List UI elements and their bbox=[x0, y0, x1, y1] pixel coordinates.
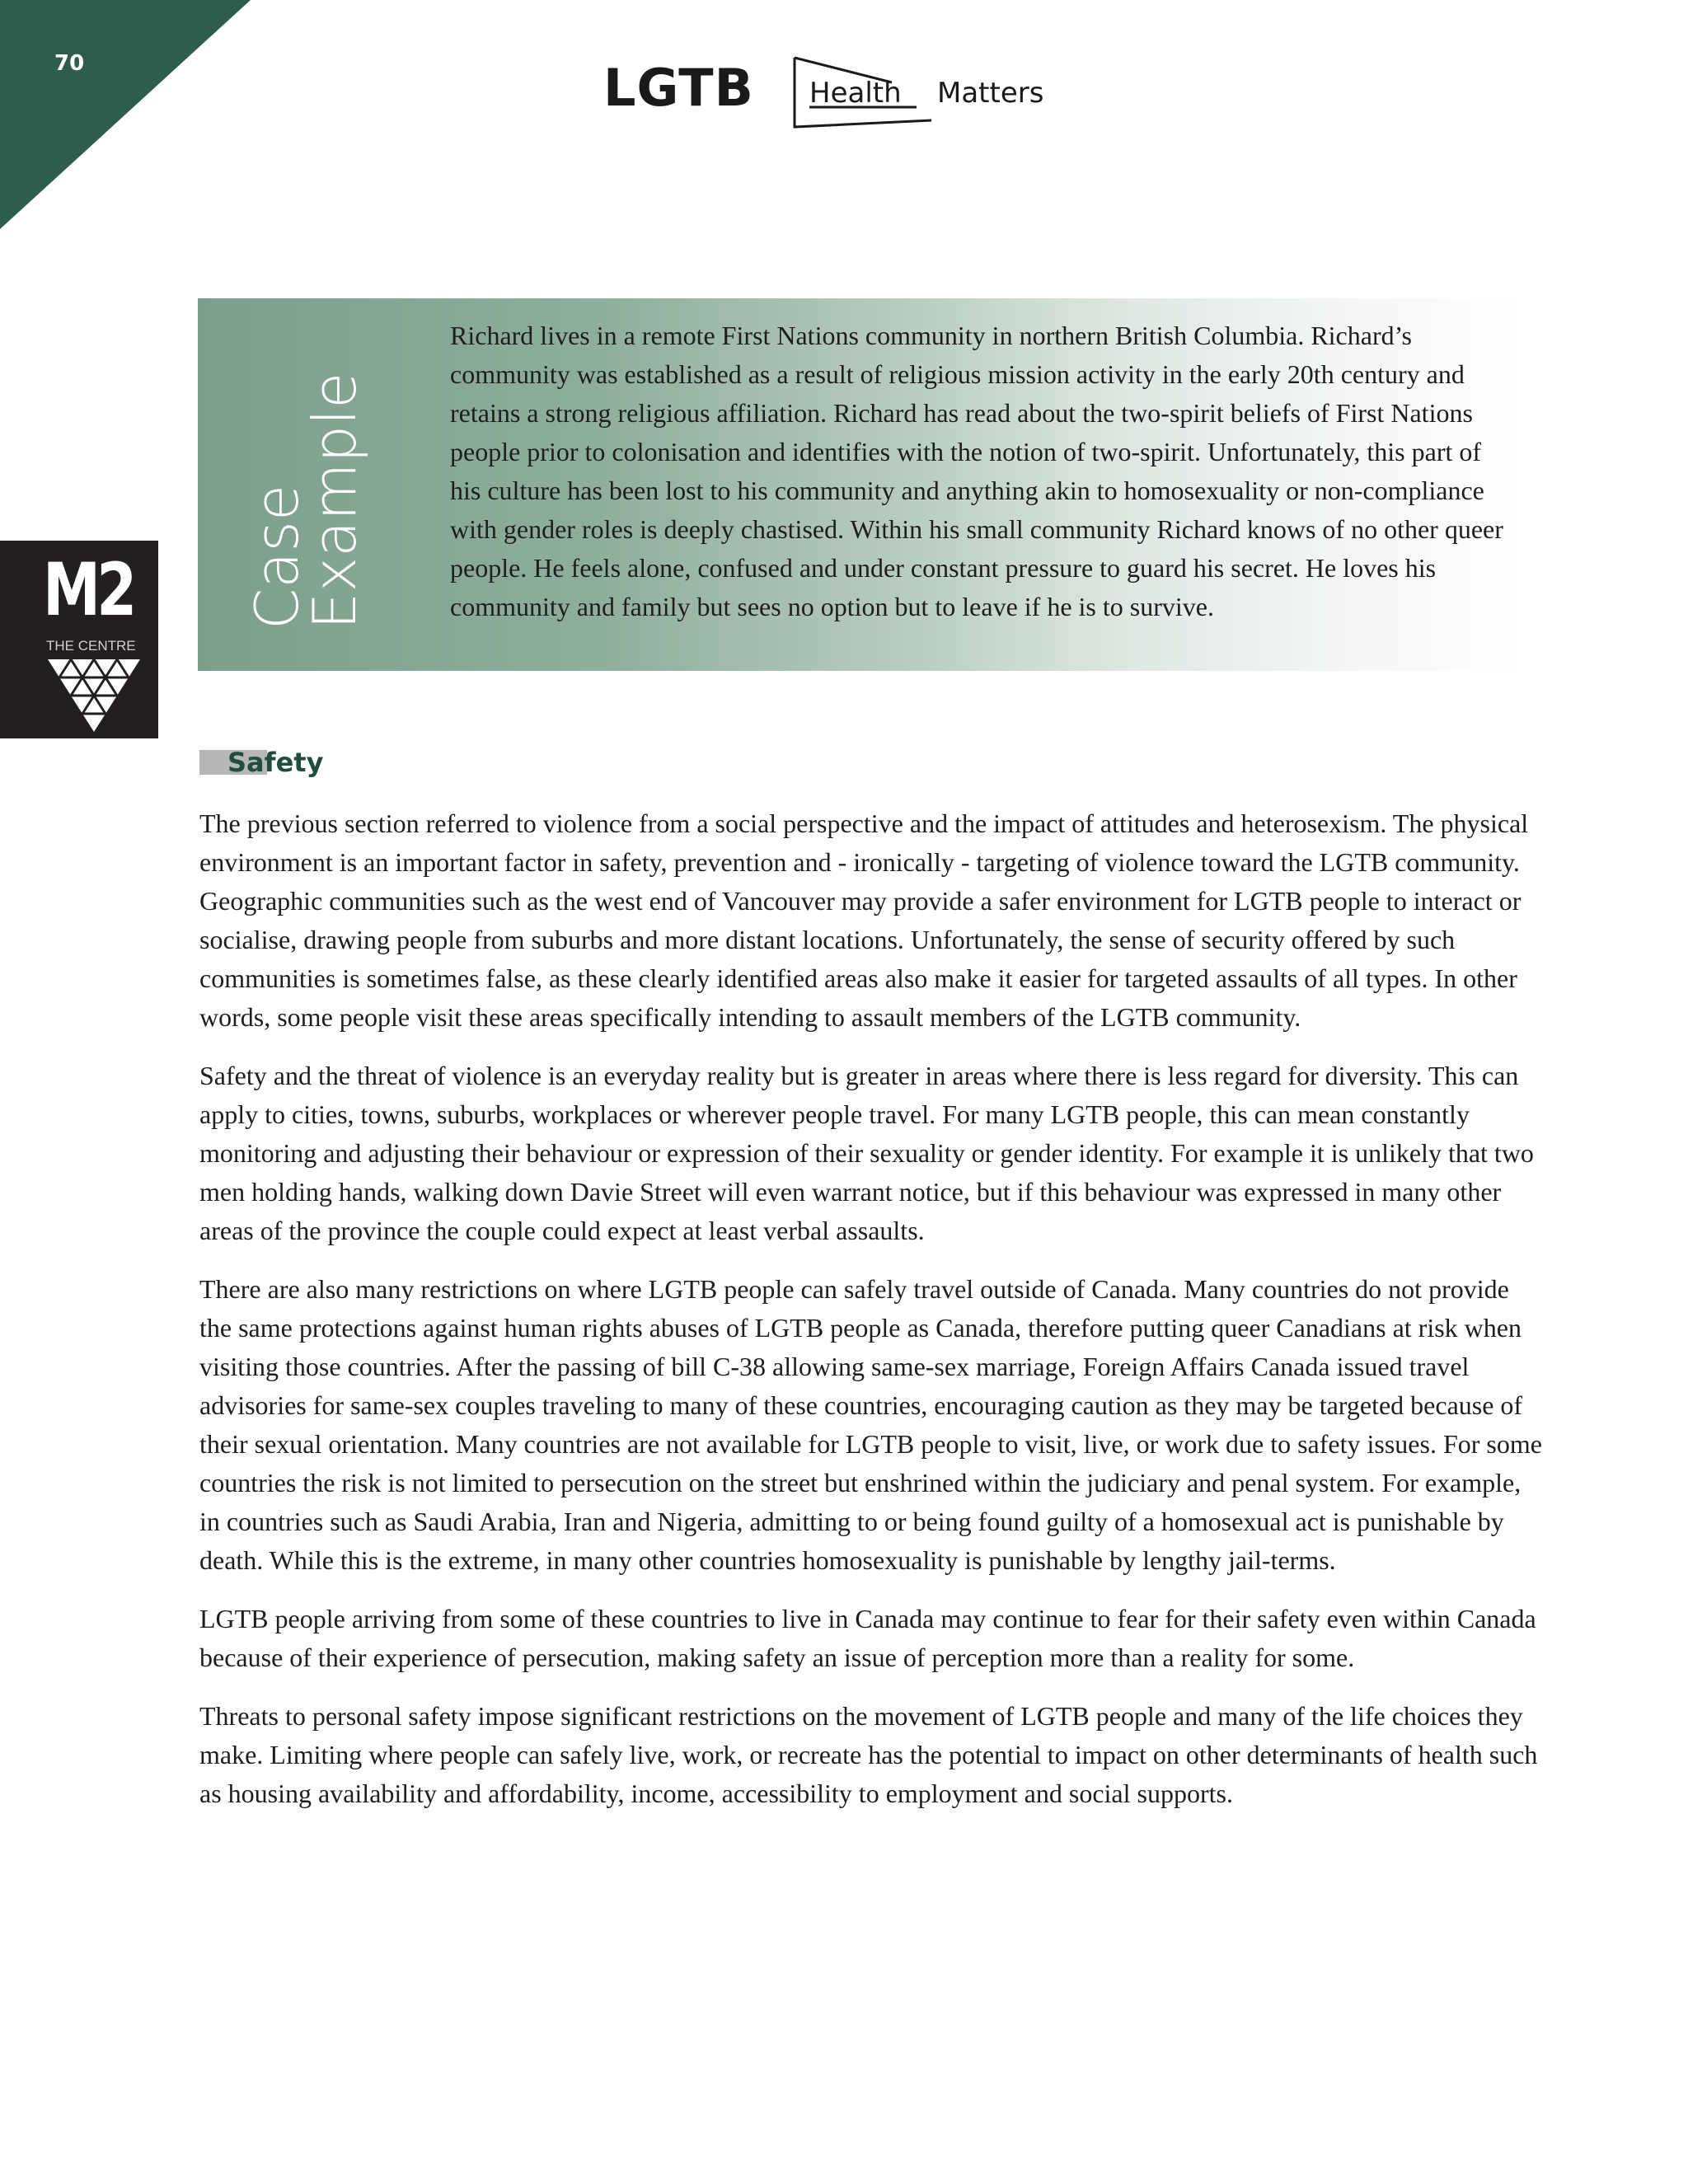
module-tab bbox=[0, 541, 158, 738]
paragraph: Threats to personal safety impose significant restrictions on the movement of LGTB people and many of the life choices they make. Limiting where people can safely live, work, or recreate has the potential to impact on other determinants of health such as housing availability and affordability, income, accessibility to employment and social supports. bbox=[199, 1701, 1538, 1808]
section-heading bbox=[199, 747, 340, 776]
corner-triangle bbox=[0, 0, 251, 229]
case-example-box bbox=[198, 298, 1525, 671]
brand-word-health: Health bbox=[809, 77, 902, 110]
section-title: Safety bbox=[227, 747, 324, 778]
case-label-line2: Example bbox=[300, 372, 369, 630]
case-example-label bbox=[218, 292, 382, 630]
brand-primary: LGTB bbox=[603, 58, 754, 118]
paragraph: LGTB people arriving from some of these countries to live in Canada may continue to fear for their safety even within Canada because of their experience of persecution, making safety an issue of perception more than a reality for some. bbox=[199, 1604, 1536, 1672]
module-code: M2 bbox=[43, 547, 134, 632]
page-number: 70 bbox=[54, 51, 85, 76]
body-text bbox=[199, 804, 1543, 1833]
paragraph: Safety and the threat of violence is an everyday reality but is greater in areas where there is less regard for diversity. This can apply to cities, towns, suburbs, workplaces or wherever people travel. For many LGTB people, this can mean constantly monitoring and adjusting their behaviour or expression of their sexuality or gender identity. For example it is unlikely that two men holding hands, walking down Davie Street will even warrant notice, but if this behaviour was expressed in many other areas of the province the couple could expect at least verbal assaults. bbox=[199, 1061, 1534, 1245]
paragraph: The previous section referred to violence from a social perspective and the impact of attitudes and heterosexism. The physical environment is an important factor in safety, prevention and - ironically - targeting of violence toward the LGTB community. Geographic communities such as the west end of Vancouver may provide a safer environment for LGTB people to interact or socialise, drawing people from suburbs and more distant locations. Unfortunately, the sense of security offered by such communities is sometimes false, as these clearly identified areas also make it easier for targeted assaults of all types. In other words, some people visit these areas specifically intending to assault members of the LGTB community. bbox=[199, 808, 1529, 1032]
case-label-line1: Case bbox=[242, 484, 312, 630]
brand-logo bbox=[603, 49, 1114, 132]
paragraph: There are also many restrictions on where LGTB people can safely travel outside of Canada. Many countries do not provide the same protections against human rights abuses of LGTB people as Canada, therefore putting queer Canadians at risk when visiting those countries. After the passing of bill C-38 allowing same-sex marriage, Foreign Affairs Canada issued travel advisories for same-sex couples traveling to many of these countries, encouraging caution as they may be targeted because of their sexual orientation. Many countries are not available for LGTB people to visit, live, or work due to safety issues. For some countries the risk is not limited to persecution on the street but enshrined within the judiciary and penal system. For example, in countries such as Saudi Arabia, Iran and Nigeria, admitting to or being found guilty of a homosexual act is punishable by death. While this is the extreme, in many other countries homosexuality is punishable by lengthy jail-terms. bbox=[199, 1274, 1542, 1575]
case-example-text: Richard lives in a remote First Nations community in northern British Columbia. Richard’s community was established as a result of religious mission activity in the early 20th century and retains a strong religious affiliation. Richard has read about the two-spirit beliefs of First Nations people prior to colonisation and identifies with the notion of two-spirit. Unfortunately, this part of his culture has been lost to his community and anything akin to homosexuality or non-compliance with gender roles is deeply chastised. Within his small community Richard knows of no other queer people. He feels alone, confused and under constant pressure to guard his secret. He loves his community and family but sees no option but to leave if he is to survive. bbox=[450, 321, 1503, 621]
triangle-logo-icon bbox=[45, 651, 143, 733]
module-subtitle: THE CENTRE bbox=[46, 638, 136, 654]
brand-word-matters: Matters bbox=[937, 77, 1044, 110]
